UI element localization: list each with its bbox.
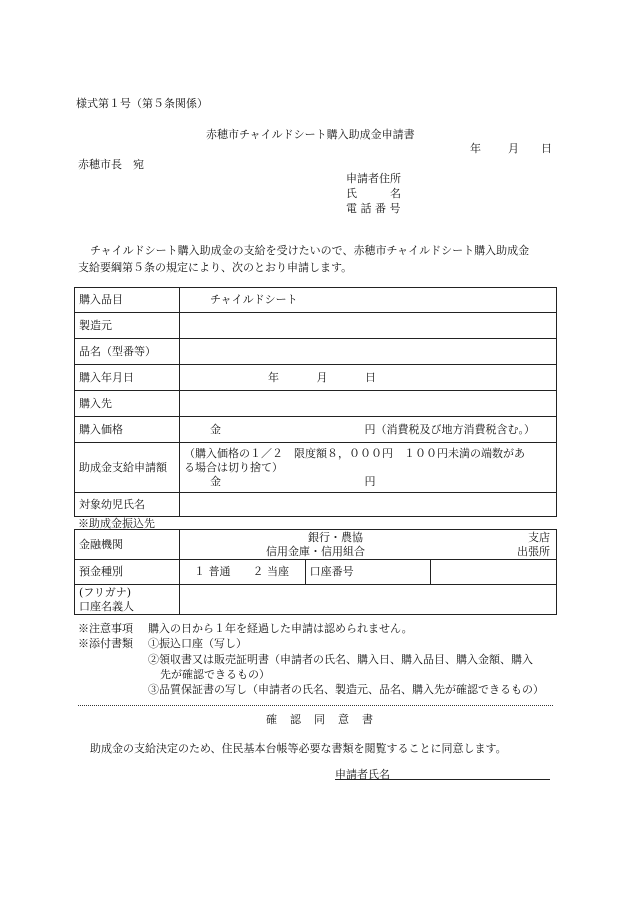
applicant-name-label: 氏 名 [346,187,401,200]
subsidy-yen: 円 [364,474,376,488]
attachment-2a: ②領収書又は販売証明書（申請者の氏名、購入日、購入品目、購入金額、購入 [148,653,533,666]
addressee: 赤穂市長 宛 [78,158,144,171]
row-purchase-date [75,365,557,391]
row-deposit [75,560,557,585]
purchase-day-unit: 日 [365,370,376,384]
applicant-phone-label: 電 話 番 号 [346,202,401,215]
maker-label: 製造元 [75,313,180,339]
subsidy-kin: 金 [210,474,221,488]
intro-line-2: 支給要綱第５条の規定により、次のとおり申請します。 [78,261,353,274]
price-input[interactable] [180,417,557,443]
model-label: 品名（型番等） [75,339,180,365]
caution-label: ※注意事項 [78,622,133,635]
bank-table [74,529,557,615]
child-name-input[interactable] [180,493,557,517]
price-yen-note: 円（消費税及び地方消費税含む。） [364,422,535,436]
holder-label: 口座名義人 [79,599,134,613]
shop-input[interactable] [180,391,557,417]
bank-heading: ※助成金振込先 [78,517,155,530]
subsidy-input[interactable] [180,443,557,493]
consent-title: 確 認 同 意 書 [266,713,374,726]
document-title: 赤穂市チャイルドシート購入助成金申請書 [206,128,415,141]
purchase-date-input[interactable] [180,365,557,391]
deposit-type-label: 預金種別 [75,560,180,585]
date-month-label: 月 [508,142,519,155]
application-table [74,287,557,517]
intro-line-1: チャイルドシート購入助成金の支給を受けたいので、赤穂市チャイルドシート購入助成金 [90,244,530,257]
deposit-options-text: １ 普通 ２ 当座 [194,565,289,578]
date-day-label: 日 [541,142,552,155]
consent-text: 助成金の支給決定のため、住民基本台帳等必要な書類を閲覧することに同意します。 [90,742,507,755]
price-label: 購入価格 [75,417,180,443]
row-shop [75,391,557,417]
signature-line[interactable] [335,779,550,780]
furigana-label: (フリガナ) [79,585,132,599]
holder-input[interactable] [180,585,557,615]
subsidy-label: 助成金支給申請額 [75,443,180,493]
caution-text: 購入の日から１年を経過した申請は認められません。 [148,622,413,635]
attachment-3: ③品質保証書の写し（申請者の氏名、製造元、品名、購入先が確認できるもの） [148,683,544,696]
child-name-label: 対象幼児氏名 [75,493,180,517]
row-holder [75,585,557,615]
institution-label: 金融機関 [75,530,180,560]
purchase-month-unit: 月 [316,370,328,384]
form-number: 様式第１号（第５条関係） [76,97,208,110]
bank-types-2: 信用金庫・信用組合 [266,545,365,558]
attachment-label: ※添付書類 [78,637,133,650]
attachment-1: ①振込口座（写し） [148,637,247,650]
row-price [75,417,557,443]
subsidy-note-2: る場合は切り捨て） [184,460,283,474]
attachment-2b: 先が確認できるもの） [160,668,270,681]
bank-types-1: 銀行・農協 [308,531,363,544]
row-model [75,339,557,365]
account-number-input[interactable] [431,560,557,585]
purchase-date-label: 購入年月日 [75,365,180,391]
item-value: チャイルドシート [210,293,298,306]
holder-label-cell [75,585,180,615]
row-institution [75,530,557,560]
shop-label: 購入先 [75,391,180,417]
row-maker [75,313,557,339]
row-item [75,288,557,313]
purchase-year-unit: 年 [268,370,279,384]
institution-input[interactable] [180,530,557,560]
deposit-type-options[interactable] [180,560,306,585]
price-kin: 金 [210,422,221,436]
account-number-label: 口座番号 [305,560,431,585]
subsidy-note-1: （購入価格の１／２ 限度額８，０００円 １００円未満の端数があ [184,446,525,460]
maker-input[interactable] [180,313,557,339]
item-value-cell[interactable] [180,288,557,313]
branch-1: 支店 [528,531,550,544]
applicant-address-label: 申請者住所 [346,172,401,185]
branch-2: 出張所 [517,545,550,558]
row-subsidy [75,443,557,493]
signature-label: 申請者氏名 [335,768,390,781]
row-child [75,493,557,517]
model-input[interactable] [180,339,557,365]
item-label: 購入品目 [75,288,180,313]
date-year-label: 年 [470,142,481,155]
dotted-separator [78,705,553,706]
